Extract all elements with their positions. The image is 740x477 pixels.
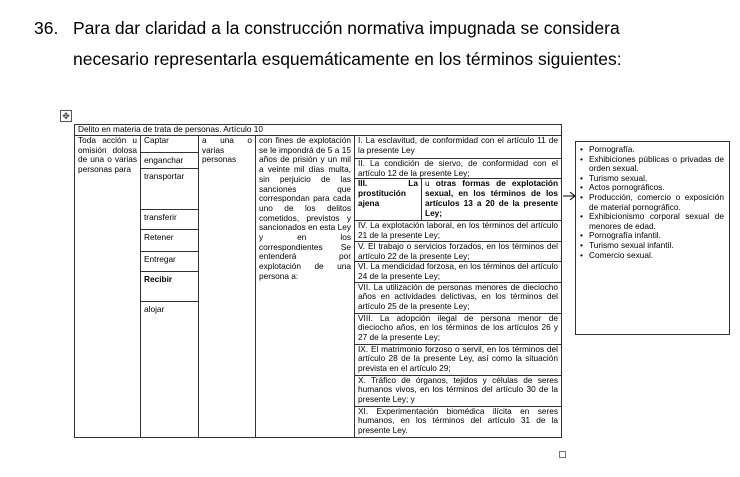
table-resize-handle[interactable] [559, 451, 566, 458]
col-action: Toda acción u omisión dolosa de una o varias personas para [75, 136, 141, 438]
verb-alojar: alojar [144, 304, 165, 314]
item-6: VI. La mendicidad forzosa, en los términos del artículo 24 de la presente Ley; [355, 262, 562, 282]
paragraph-line-2: necesario representarla esquemáticamente en los términos siguientes: [73, 49, 622, 69]
item-3-right-text: otras formas de explotación sexual, en los términos de los artículos 13 a 20 de la presente Ley; [425, 178, 559, 218]
col-purpose: con fines de explotación se le impondrá de 5 a 15 años de prisión y un mil a veinte mil días multa, sin perjuicio de las sanciones que correspondan para cada uno de los delitos cometidos, previstos y sancionados en esta Ley y en los correspondientes Se entenderá por explotación de una persona a: [256, 136, 355, 438]
item-3-left: III. La prostitución ajena [355, 179, 422, 221]
verb-transportar: transportar [141, 169, 198, 210]
item-3-right [422, 179, 562, 221]
item-1: I. La esclavitud, de conformidad con el artículo 11 de la presente Ley [355, 136, 562, 159]
item-4: IV. La explotación laboral, en los términos del artículo 21 de la presente Ley; [355, 221, 562, 241]
col-persons: a una o varias personas [199, 136, 256, 438]
item-7: VII. La utilización de personas menores de dieciocho años en actividades delictivas, en los términos del artículo 25 de la presente Ley; [355, 282, 562, 313]
item-10: X. Tráfico de órganos, tejidos y células de seres humanos vivos, en los términos del artículo 30 de la presente Ley; y [355, 375, 562, 406]
item-9: IX. El matrimonio forzoso o servil, en los términos del artículo 28 de la presente Ley, así como la situación prevista en el artículo 29; [355, 344, 562, 375]
list-item: • Exhibicionismo corporal sexual de menores de edad. [580, 212, 724, 231]
table-header: Delito en materia de trata de personas. Artículo 10 [75, 125, 562, 136]
col-verbs [141, 136, 199, 438]
verb-recibir: Recibir [141, 272, 198, 302]
verb-entregar: Entregar [141, 252, 198, 272]
item-8: VIII. La adopción ilegal de persona menor de dieciocho años, en los términos de los artículos 26 y 27 de la presente Ley; [355, 313, 562, 344]
list-item: • Pornografía. [580, 145, 724, 155]
item-3-right-u: u [425, 178, 430, 189]
verb-transferir: transferir [141, 210, 198, 230]
verb-enganchar: enganchar [141, 153, 198, 169]
paragraph-number: 36. [34, 18, 59, 38]
list-item: • Producción, comercio o exposición de material pornográfico. [580, 193, 724, 212]
list-item: • Exhibiciones públicas o privadas de orden sexual. [580, 155, 724, 174]
list-item: • Comercio sexual. [580, 251, 724, 261]
list-item: • Turismo sexual. [580, 174, 724, 184]
list-item: • Pornografía infantil. [580, 231, 724, 241]
item-11: XI. Experimentación biomédica ilícita en seres humanos, en los términos del artículo 31 de la presente Ley. [355, 406, 562, 437]
scheme-table [74, 124, 562, 438]
sexual-exploitation-list [575, 141, 730, 335]
verb-retener: Retener [141, 230, 198, 252]
table-move-handle-icon[interactable]: ✥ [60, 110, 72, 122]
verb-captar: Captar [141, 136, 198, 153]
item-2: II. La condición de siervo, de conformidad con el artículo 12 de la presente Ley; [355, 159, 562, 179]
item-5: V. El trabajo o servicios forzados, en los términos del artículo 22 de la presente Ley; [355, 241, 562, 261]
paragraph-line-1: Para dar claridad a la construcción normativa impugnada se considera [73, 18, 620, 38]
list-item: • Turismo sexual infantil. [580, 241, 724, 251]
list-item: • Actos pornográficos. [580, 183, 724, 193]
